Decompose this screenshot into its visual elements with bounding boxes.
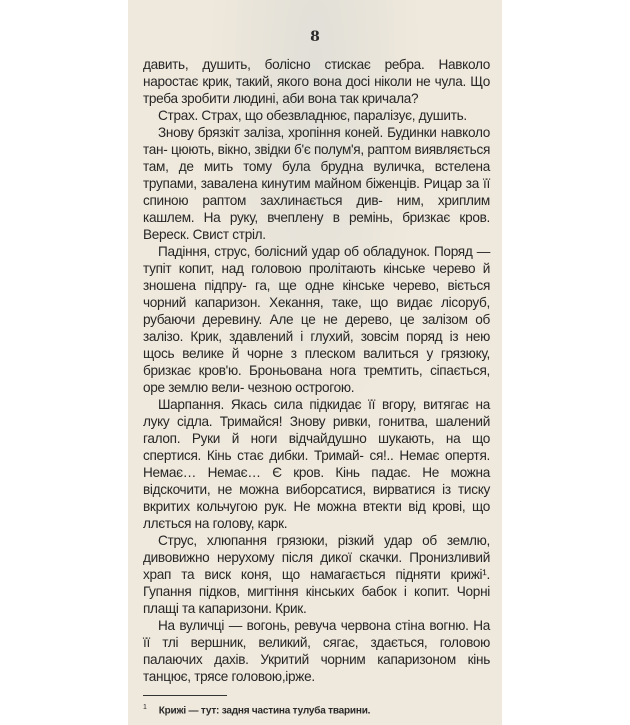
text-line: Падіння, струс, болісний удар об обладунок. Поряд — тупіт bbox=[143, 244, 490, 276]
text-line: чезною острогою. bbox=[247, 380, 355, 395]
text-line: майном біженців. Рицар за її спиною раптом захлинається див- bbox=[143, 176, 490, 208]
text-line: ся!.. Немає опертя. Немає… Немає… Є кров. Кінь падає. Не bbox=[143, 448, 490, 480]
text-line: копит, над головою пролітають кінське черево й зношена підпру- bbox=[143, 261, 490, 293]
text-line: кров'ю. Броньована нога тремтить, сіпається, оре землю вели- bbox=[143, 363, 491, 395]
text-line: намагається підняти крижі¹. Гупання підков, мигтіння кінських bbox=[143, 567, 490, 599]
footnote-divider bbox=[143, 695, 227, 696]
text-line: Шарпання. Якась сила підкидає її вгору, витягає на луку сідла. bbox=[143, 397, 490, 429]
paragraph bbox=[143, 124, 490, 243]
footnote-marker: 1 bbox=[143, 704, 147, 711]
text-line: можна відскочити, не можна виборсатися, вирватися із тиску bbox=[143, 465, 491, 497]
text-line: На вуличці — вогонь, ревуча червона стіна вогню. На її тлі bbox=[143, 618, 490, 650]
page-number: 8 bbox=[310, 29, 320, 45]
text-line: давить, душить, болісно стискає ребра. Навколо наростає крик, bbox=[143, 57, 490, 89]
footnote-text: Крижі — тут: задня частина тулуба тварини. bbox=[158, 705, 371, 717]
footnote bbox=[143, 701, 490, 717]
text-line: вершник, великий, сягає, здається, головою палаючих дахів. bbox=[143, 635, 490, 667]
text-line: таке, що видає лісоруб, рубаючи деревину. Але це не дерево, це bbox=[143, 295, 490, 327]
text-line: залізом об залізо. Крик, здавлений і глухий, зовсім поряд із нею bbox=[143, 312, 490, 344]
text-line: голову, карк. bbox=[212, 516, 288, 531]
page-body-text bbox=[143, 56, 490, 685]
text-line: Страх. Страх, що обезвладнює, паралізує, душить. bbox=[158, 108, 467, 123]
text-line: щось велике й чорне з плеском валиться у грязюку, бризкає bbox=[143, 346, 490, 378]
text-line: аби вона так кричала? bbox=[282, 91, 419, 106]
text-line: Тримайся! Знову ривки, гонитва, шалений галоп. Руки й ноги bbox=[143, 414, 490, 446]
text-line: нерухому після дикої скачки. Пронизливий храп та виск коня, що bbox=[143, 550, 490, 582]
text-line: га, ще одне кінське черево, віється чорний капаризон. Хекання, bbox=[143, 278, 490, 310]
text-line: Струс, хлюпання грязюки, різкий удар об землю, дивовижно bbox=[143, 533, 490, 565]
text-line: ним, хриплим кашлем. На руку, вчеплену в ремінь, бризкає кров. bbox=[143, 193, 490, 225]
text-line: вкритих кольчугою рук. Не можна втекти від крові, що ллється на bbox=[143, 499, 490, 531]
paragraph bbox=[143, 617, 490, 685]
text-line: такий, якого вона досі ніколи не чула. Що треба зробити людині, bbox=[143, 74, 490, 106]
text-line: відчайдушно шукають, на що спертися. Кінь стає дибки. Тримай- bbox=[143, 431, 490, 463]
paragraph bbox=[143, 56, 490, 107]
text-line: бабок і копит. Чорні плащі та капаризони. Крик. bbox=[143, 584, 490, 616]
text-line: тому була брудна вуличка, встелена трупами, завалена кинутим bbox=[143, 159, 490, 191]
text-line: Укритий чорним капаризоном кінь танцює, трясе головою,ірже. bbox=[143, 652, 490, 684]
paragraph bbox=[143, 532, 490, 617]
book-page bbox=[128, 0, 502, 725]
text-line: Знову брязкіт заліза, хропіння коней. Будинки навколо тан- bbox=[143, 125, 490, 157]
text-line: Вереск. Свист стріл. bbox=[143, 227, 266, 242]
paragraph bbox=[143, 243, 490, 396]
paragraph bbox=[143, 396, 490, 532]
text-line: цюють, вікно, звідки б'є полум'я, раптом виявляється там, де мить bbox=[143, 142, 490, 174]
paragraph bbox=[143, 107, 490, 124]
